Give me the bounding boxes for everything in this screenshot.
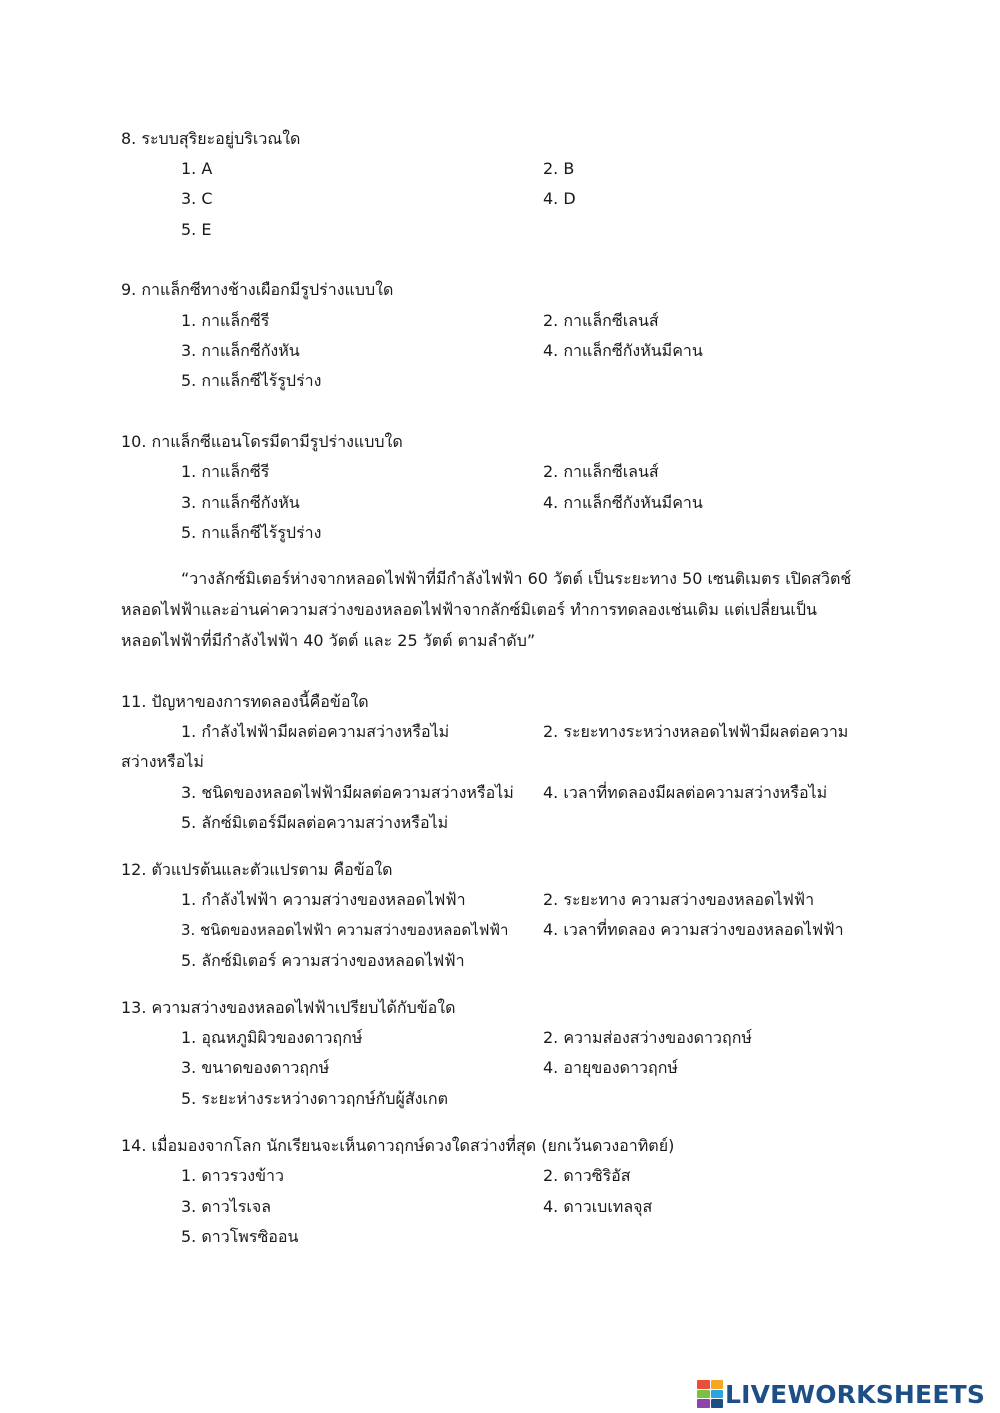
q10-option-4: 4. กาแล็กซีกังหันมีคาน	[543, 493, 703, 512]
passage-line-2: หลอดไฟฟ้าและอ่านค่าความสว่างของหลอดไฟฟ้าจากลักซ์มิเตอร์ ทำการทดลองเช่นเดิม แต่เปลี่ยนเป็น	[121, 600, 817, 619]
q10-option-5: 5. กาแล็กซีไร้รูปร่าง	[181, 523, 322, 542]
q9-option-5: 5. กาแล็กซีไร้รูปร่าง	[181, 371, 322, 390]
logo-tile-1	[697, 1380, 710, 1389]
passage-line-3: หลอดไฟฟ้าที่มีกำลังไฟฟ้า 40 วัตต์ และ 25 วัตต์ ตามลำดับ”	[121, 631, 536, 650]
question-14: 14. เมื่อมองจากโลก นักเรียนจะเห็นดาวฤกษ์ดวงใดสว่างที่สุด (ยกเว้นดวงอาทิตย์)	[121, 1136, 675, 1155]
q11-option-3: 3. ชนิดของหลอดไฟฟ้ามีผลต่อความสว่างหรือไม่	[181, 783, 514, 802]
logo-tile-5	[697, 1399, 710, 1408]
q9-option-2: 2. กาแล็กซีเลนส์	[543, 311, 659, 330]
q8-option-4: 4. D	[543, 189, 576, 208]
logo-tile-4	[711, 1390, 724, 1399]
q11-option-2-continued: สว่างหรือไม่	[121, 752, 204, 771]
q14-option-1: 1. ดาวรวงข้าว	[181, 1166, 285, 1185]
question-12: 12. ตัวแปรต้นและตัวแปรตาม คือข้อใด	[121, 860, 393, 879]
q11-option-4: 4. เวลาที่ทดลองมีผลต่อความสว่างหรือไม่	[543, 783, 828, 802]
q13-option-3: 3. ขนาดของดาวฤกษ์	[181, 1058, 330, 1077]
question-8: 8. ระบบสุริยะอยู่บริเวณใด	[121, 129, 301, 148]
q8-option-1: 1. A	[181, 159, 213, 178]
q9-option-1: 1. กาแล็กซีรี	[181, 311, 270, 330]
q8-option-5: 5. E	[181, 220, 212, 239]
liveworksheets-logo	[697, 1377, 985, 1411]
q10-option-1: 1. กาแล็กซีรี	[181, 462, 270, 481]
q13-option-2: 2. ความส่องสว่างของดาวฤกษ์	[543, 1028, 752, 1047]
question-9: 9. กาแล็กซีทางช้างเผือกมีรูปร่างแบบใด	[121, 280, 394, 299]
q13-option-4: 4. อายุของดาวฤกษ์	[543, 1058, 678, 1077]
logo-tile-2	[711, 1380, 724, 1389]
passage-line-1: “วางลักซ์มิเตอร์ห่างจากหลอดไฟฟ้าที่มีกำลังไฟฟ้า 60 วัตต์ เป็นระยะทาง 50 เซนติเมตร เปิดสวิตช์	[181, 569, 852, 588]
question-11: 11. ปัญหาของการทดลองนี้คือข้อใด	[121, 692, 369, 711]
q14-option-2: 2. ดาวซิริอัส	[543, 1166, 631, 1185]
liveworksheets-logo-icon	[697, 1380, 723, 1408]
q12-option-5: 5. ลักซ์มิเตอร์ ความสว่างของหลอดไฟฟ้า	[181, 951, 465, 970]
q8-option-2: 2. B	[543, 159, 575, 178]
q12-option-4: 4. เวลาที่ทดลอง ความสว่างของหลอดไฟฟ้า	[543, 920, 844, 939]
logo-tile-3	[697, 1390, 710, 1399]
question-10: 10. กาแล็กซีแอนโดรมีดามีรูปร่างแบบใด	[121, 432, 403, 451]
q11-option-1: 1. กำลังไฟฟ้ามีผลต่อความสว่างหรือไม่	[181, 722, 450, 741]
logo-tile-6	[711, 1399, 724, 1408]
q9-option-4: 4. กาแล็กซีกังหันมีคาน	[543, 341, 703, 360]
q11-option-5: 5. ลักซ์มิเตอร์มีผลต่อความสว่างหรือไม่	[181, 813, 449, 832]
q10-option-3: 3. กาแล็กซีกังหัน	[181, 493, 300, 512]
q12-option-2: 2. ระยะทาง ความสว่างของหลอดไฟฟ้า	[543, 890, 815, 909]
q13-option-5: 5. ระยะห่างระหว่างดาวฤกษ์กับผู้สังเกต	[181, 1089, 448, 1108]
logo-text: LIVEWORKSHEETS	[725, 1379, 986, 1409]
q8-option-3: 3. C	[181, 189, 213, 208]
q11-option-2: 2. ระยะทางระหว่างหลอดไฟฟ้ามีผลต่อความ	[543, 722, 849, 741]
question-13: 13. ความสว่างของหลอดไฟฟ้าเปรียบได้กับข้อใด	[121, 998, 456, 1017]
q10-option-2: 2. กาแล็กซีเลนส์	[543, 462, 659, 481]
experiment-passage	[121, 563, 881, 656]
q12-option-1: 1. กำลังไฟฟ้า ความสว่างของหลอดไฟฟ้า	[181, 890, 466, 909]
q13-option-1: 1. อุณหภูมิผิวของดาวฤกษ์	[181, 1028, 363, 1047]
q14-option-5: 5. ดาวโพรซิออน	[181, 1227, 299, 1246]
q12-option-3: 3. ชนิดของหลอดไฟฟ้า ความสว่างของหลอดไฟฟ้า	[181, 921, 509, 939]
q9-option-3: 3. กาแล็กซีกังหัน	[181, 341, 300, 360]
q14-option-4: 4. ดาวเบเทลจุส	[543, 1197, 653, 1216]
q14-option-3: 3. ดาวไรเจล	[181, 1197, 271, 1216]
